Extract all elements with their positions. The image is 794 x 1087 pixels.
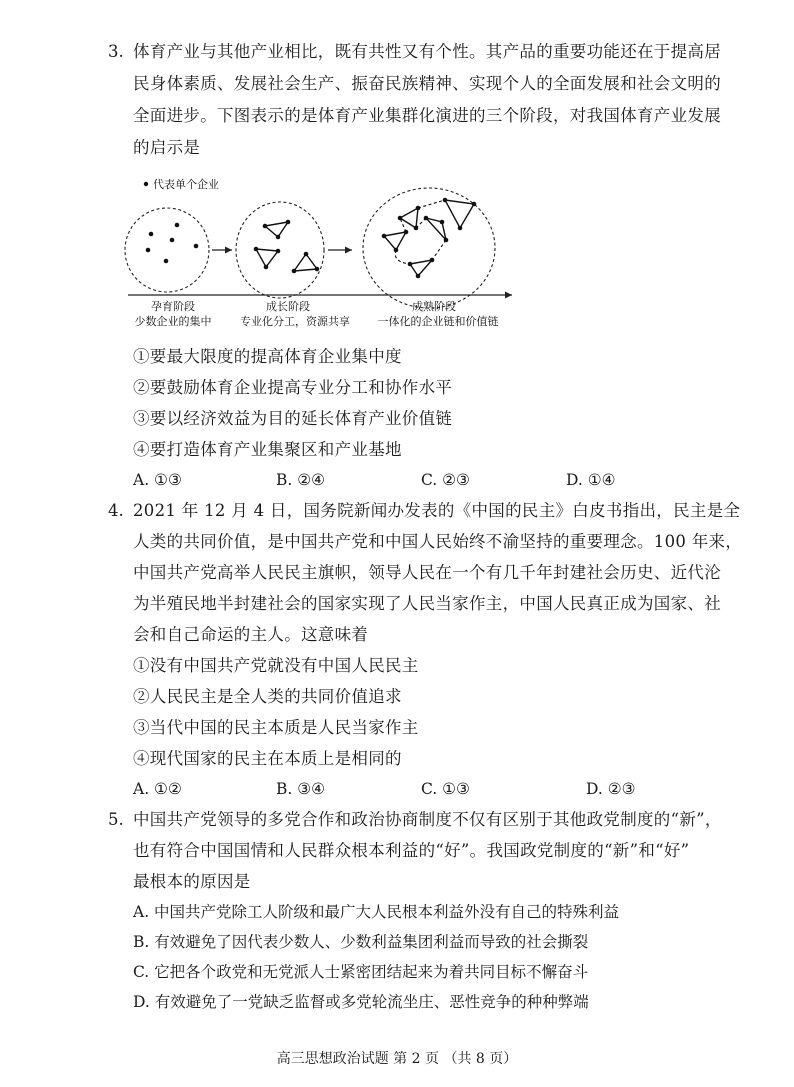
question-text-line: 民身体素质、发展社会生产、振奋民族精神、实现个人的全面发展和社会文明的 xyxy=(133,74,721,93)
statement: ③要以经济效益为目的延长体育产业价值链 xyxy=(133,409,453,428)
question-text-line: 体育产业与其他产业相比，既有共性又有个性。其产品的重要功能还在于提高居 xyxy=(133,42,721,61)
statement: ④要打造体育产业集聚区和产业基地 xyxy=(133,440,402,459)
question-text-line: 中国共产党高举人民民主旗帜，领导人民在一个有几千年封建社会历史、近代沦 xyxy=(133,563,721,582)
question-number: 4. xyxy=(108,501,124,520)
stage-2-desc: 专业化分工，资源共享 xyxy=(240,315,350,328)
question-number: 3. xyxy=(108,42,124,61)
stage-1-name: 孕育阶段 xyxy=(151,300,195,313)
statement: ③当代中国的民主本质是人民当家作主 xyxy=(133,718,419,737)
question-text-line: 的启示是 xyxy=(133,138,201,157)
option-a[interactable]: A. 中国共产党除工人阶级和最广大人民根本利益外没有自己的特殊利益 xyxy=(133,903,620,921)
question-number: 5. xyxy=(108,810,124,829)
page-footer: 高三思想政治试题 第 2 页 （共 8 页） xyxy=(276,1051,518,1067)
option-b[interactable]: B. ③④ xyxy=(276,780,326,798)
question-text-line: 全面进步。下图表示的是体育产业集群化演进的三个阶段，对我国体育产业发展 xyxy=(133,106,721,125)
question-text-line: 为半殖民地半封建社会的国家实现了人民当家作主，中国人民真正成为国家、社 xyxy=(133,594,721,613)
option-a[interactable]: A. ①③ xyxy=(133,471,182,489)
statement: ①没有中国共产党就没有中国人民民主 xyxy=(133,656,419,675)
option-b[interactable]: B. ②④ xyxy=(276,471,326,489)
question-text-line: 2021 年 12 月 4 日，国务院新闻办发表的《中国的民主》白皮书指出，民主是全 xyxy=(133,501,741,520)
option-c[interactable]: C. 它把各个政党和无党派人士紧密团结起来为着共同目标不懈奋斗 xyxy=(133,963,589,981)
option-c[interactable]: C. ①③ xyxy=(421,780,470,798)
stage-1-circle xyxy=(125,208,209,292)
industry-cluster-diagram xyxy=(120,170,520,335)
stage-3-clusters xyxy=(384,200,474,276)
statement: ②人民民主是全人类的共同价值追求 xyxy=(133,687,402,706)
stage-2-clusters xyxy=(256,222,317,271)
legend-dot-icon xyxy=(144,182,148,186)
statement: ④现代国家的民主在本质上是相同的 xyxy=(133,749,402,768)
stage-3-desc: 一体化的企业链和价值链 xyxy=(377,315,499,328)
statement: ②要鼓励体育企业提高专业分工和协作水平 xyxy=(133,378,453,397)
stage-3-name: 成熟阶段 xyxy=(412,300,456,313)
stage-2-enterprises xyxy=(254,220,320,274)
stage-3-enterprises xyxy=(382,198,477,279)
question-text-line: 最根本的原因是 xyxy=(133,872,251,891)
option-d[interactable]: D. ①④ xyxy=(566,471,616,489)
stage-3-circle xyxy=(363,188,495,308)
statement: ①要最大限度的提高体育企业集中度 xyxy=(133,347,402,366)
option-c[interactable]: C. ②③ xyxy=(421,471,470,489)
question-text-line: 人类的共同价值，是中国共产党和中国人民始终不渝坚持的重要理念。100 年来， xyxy=(133,532,743,551)
stage-2-name: 成长阶段 xyxy=(266,300,310,313)
legend-label: 代表单个企业 xyxy=(153,178,219,191)
stage-1-enterprises xyxy=(146,223,199,264)
option-d[interactable]: D. 有效避免了一党缺乏监督或多党轮流坐庄、恶性竞争的种种弊端 xyxy=(133,993,589,1011)
option-d[interactable]: D. ②③ xyxy=(586,780,636,798)
option-a[interactable]: A. ①② xyxy=(133,780,182,798)
question-text-line: 也有符合中国国情和人民群众根本利益的“好”。我国政党制度的“新”和“好” xyxy=(133,841,690,860)
question-text-line: 中国共产党领导的多党合作和政治协商制度不仅有区别于其他政党制度的“新”， xyxy=(133,810,722,829)
stage-1-desc: 少数企业的集中 xyxy=(134,315,212,328)
question-text-line: 会和自己命运的主人。这意味着 xyxy=(133,625,369,644)
option-b[interactable]: B. 有效避免了因代表少数人、少数利益集团利益而导致的社会撕裂 xyxy=(133,933,589,951)
